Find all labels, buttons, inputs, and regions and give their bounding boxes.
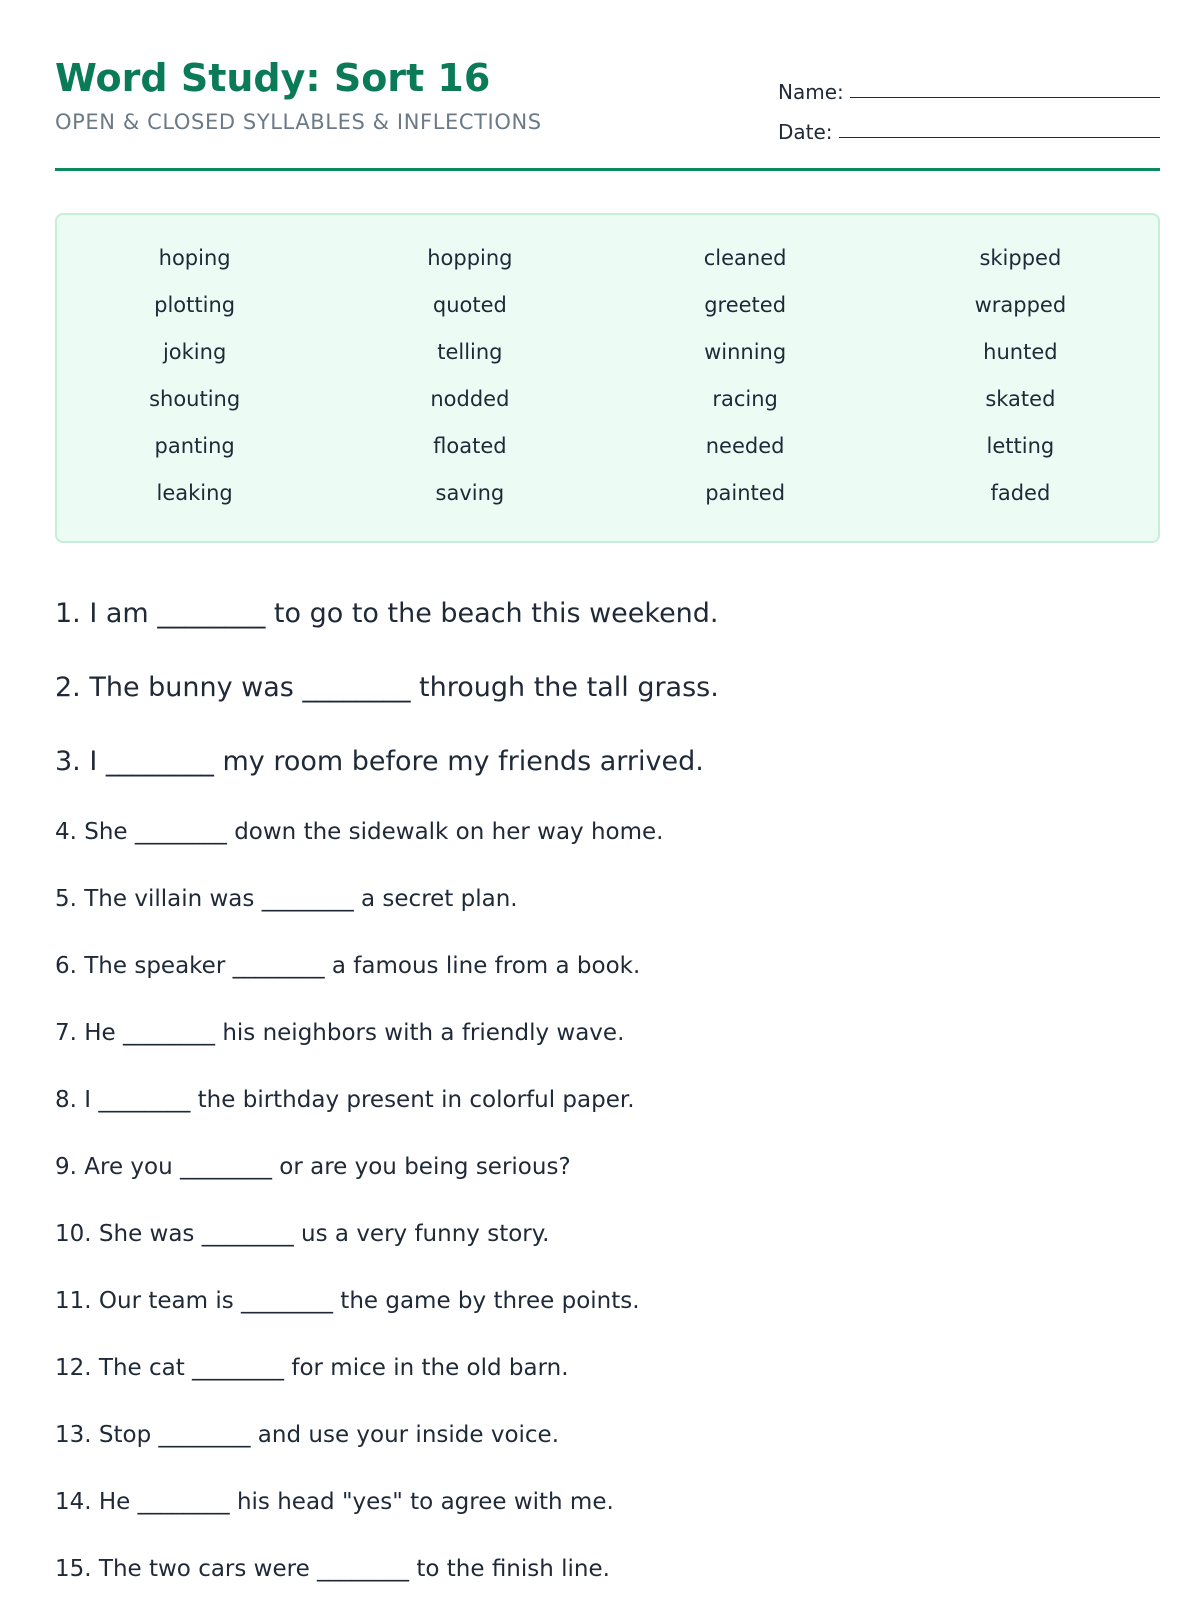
sentence-3: 3. I ________ my room before my friends arrived. bbox=[55, 746, 704, 777]
sentence-5: 5. The villain was ________ a secret plan. bbox=[55, 886, 518, 912]
word-bank-item: faded bbox=[990, 481, 1051, 505]
word-bank-item: greeted bbox=[704, 293, 787, 317]
word-bank-item: telling bbox=[437, 340, 503, 364]
word-bank-item: hoping bbox=[158, 246, 231, 270]
word-bank-item: quoted bbox=[432, 293, 507, 317]
page-title: Word Study: Sort 16 bbox=[55, 56, 491, 100]
word-bank-item: plotting bbox=[154, 293, 236, 317]
sentence-8: 8. I ________ the birthday present in colorful paper. bbox=[55, 1087, 635, 1113]
name-label: Name: bbox=[778, 80, 844, 104]
sentence-14: 14. He ________ his head "yes" to agree with me. bbox=[55, 1489, 614, 1515]
word-bank-item: hunted bbox=[983, 340, 1058, 364]
date-field-row bbox=[778, 104, 1160, 144]
sentence-12: 12. The cat ________ for mice in the old barn. bbox=[55, 1355, 569, 1381]
word-bank-item: wrapped bbox=[974, 293, 1067, 317]
worksheet-header bbox=[55, 52, 1160, 172]
name-field[interactable] bbox=[850, 96, 1160, 98]
word-bank-item: joking bbox=[162, 340, 227, 364]
word-bank-item: skipped bbox=[979, 246, 1062, 270]
sentence-9: 9. Are you ________ or are you being serious? bbox=[55, 1154, 571, 1180]
word-bank-item: saving bbox=[435, 481, 505, 505]
sentence-7: 7. He ________ his neighbors with a friendly wave. bbox=[55, 1020, 625, 1046]
word-bank-item: panting bbox=[154, 434, 235, 458]
name-field-row bbox=[778, 64, 1160, 104]
word-bank-item: shouting bbox=[149, 387, 241, 411]
word-bank-item: skated bbox=[985, 387, 1056, 411]
date-label: Date: bbox=[778, 120, 833, 144]
date-field[interactable] bbox=[839, 136, 1160, 138]
word-bank-item: leaking bbox=[156, 481, 233, 505]
sentence-4: 4. She ________ down the sidewalk on her way home. bbox=[55, 819, 664, 845]
name-date-fields bbox=[778, 64, 1160, 144]
word-bank-item: floated bbox=[433, 434, 507, 458]
sentence-15: 15. The two cars were ________ to the finish line. bbox=[55, 1556, 610, 1582]
word-bank-item: racing bbox=[712, 387, 778, 411]
sentence-10: 10. She was ________ us a very funny story. bbox=[55, 1221, 550, 1247]
word-bank-item: winning bbox=[704, 340, 787, 364]
word-bank-item: painted bbox=[705, 481, 786, 505]
worksheet-page bbox=[55, 0, 1160, 1600]
sentence-2: 2. The bunny was ________ through the tall grass. bbox=[55, 672, 719, 703]
sentence-6: 6. The speaker ________ a famous line from a book. bbox=[55, 953, 641, 979]
header-divider bbox=[55, 168, 1160, 171]
word-bank bbox=[55, 213, 1160, 543]
word-bank-item: hopping bbox=[427, 246, 513, 270]
page-subtitle: OPEN & CLOSED SYLLABLES & INFLECTIONS bbox=[55, 110, 542, 134]
sentence-list bbox=[55, 597, 1160, 1619]
word-bank-item: needed bbox=[705, 434, 785, 458]
word-bank-item: cleaned bbox=[703, 246, 787, 270]
sentence-13: 13. Stop ________ and use your inside voice. bbox=[55, 1422, 560, 1448]
sentence-1: 1. I am ________ to go to the beach this weekend. bbox=[55, 598, 719, 629]
sentence-11: 11. Our team is ________ the game by three points. bbox=[55, 1288, 640, 1314]
word-bank-item: nodded bbox=[430, 387, 510, 411]
word-bank-item: letting bbox=[986, 434, 1055, 458]
word-bank-grid bbox=[57, 235, 1158, 517]
